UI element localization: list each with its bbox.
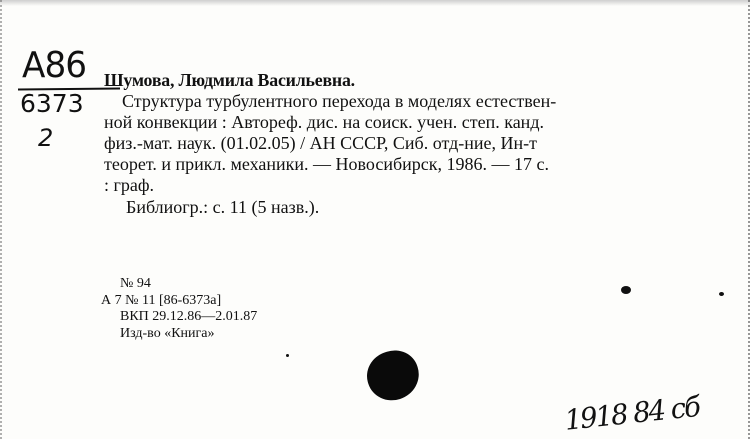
card-number: № 94 [120,276,151,291]
title-line-5: : граф. [104,175,155,195]
call-number-secondary: 6373 [20,89,84,118]
author-heading: Шумова, Людмила Васильевна. [104,70,355,90]
publisher-line: Изд-во «Книга» [120,325,215,341]
card-top-edge [0,0,750,6]
title-line-4: теорет. и прикл. механики. — Новосибирск, 1986. — 17 с. [104,154,549,174]
title-line-3: физ.-мат. наук. (01.02.05) / АН СССР, Сиб. отд-ние, Ин-т [104,133,538,153]
ink-spot [621,286,631,294]
bibliographic-entry [104,70,708,218]
title-line-1: Структура турбулентного перехода в моделях естествен- [122,91,557,111]
ink-spot [719,292,724,296]
vkp-line: ВКП 29.12.86—2.01.87 [120,309,258,324]
call-number-copy: 2 [38,124,54,152]
punch-hole [361,344,426,407]
card-left-edge [0,0,10,439]
card-right-edge [740,0,750,439]
bibliography-note: Библиогр.: с. 11 (5 назв.). [126,197,320,217]
technical-block [101,276,257,342]
registration-line: А 7 № 11 [86-6373а] [101,292,222,308]
title-line-2: ной конвекции : Автореф. дис. на соиск. учен. степ. канд. [104,112,544,132]
call-number-primary: A86 [22,45,87,86]
handwritten-note: 1918 84 сб [563,389,701,437]
ink-spot [286,354,289,357]
